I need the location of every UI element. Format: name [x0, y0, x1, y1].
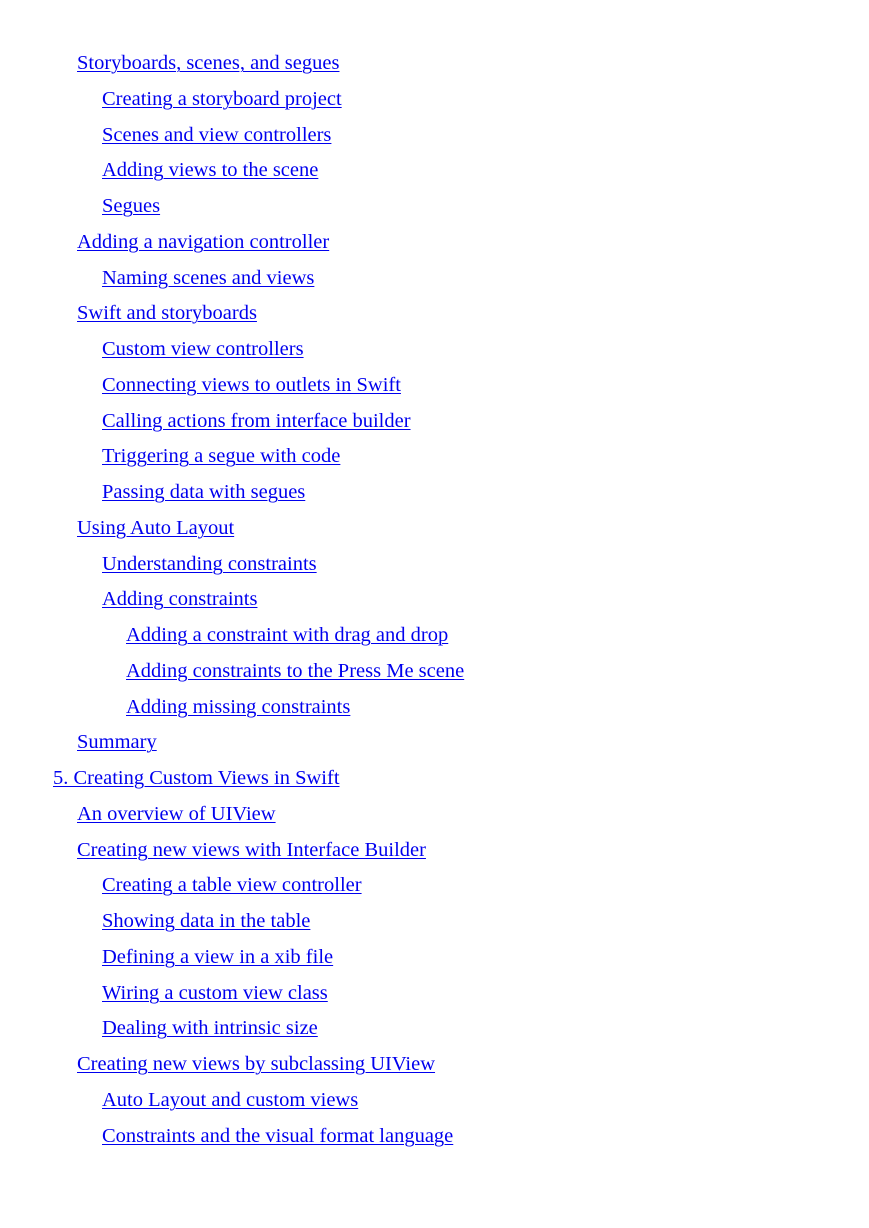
- toc-item: [0, 297, 464, 333]
- toc-link-creating-storyboard-project[interactable]: Creating a storyboard project: [102, 87, 342, 110]
- toc-item: [0, 1048, 464, 1084]
- toc-item: [0, 726, 464, 762]
- toc-link-adding-constraints[interactable]: Adding constraints: [102, 588, 258, 611]
- toc-item: [0, 369, 464, 405]
- toc-link-auto-layout-custom-views[interactable]: Auto Layout and custom views: [102, 1088, 359, 1111]
- toc-link-constraint-drag-drop[interactable]: Adding a constraint with drag and drop: [126, 624, 449, 646]
- toc-item: [0, 333, 464, 369]
- toc-item: [0, 226, 464, 262]
- toc-item: [0, 691, 464, 727]
- toc-link-wiring-custom-view[interactable]: Wiring a custom view class: [102, 981, 328, 1004]
- toc-item: [0, 548, 464, 584]
- toc-item: [0, 119, 464, 155]
- toc-item: [0, 905, 464, 941]
- toc-link-view-xib-file[interactable]: Defining a view in a xib file: [102, 945, 334, 968]
- toc-link-scenes-view-controllers[interactable]: Scenes and view controllers: [102, 123, 332, 146]
- toc-link-swift-storyboards[interactable]: Swift and storyboards: [77, 302, 257, 325]
- toc-link-adding-navigation-controller[interactable]: Adding a navigation controller: [77, 230, 330, 253]
- toc-item: [0, 154, 464, 190]
- toc-link-connecting-views-outlets[interactable]: Connecting views to outlets in Swift: [102, 373, 401, 396]
- toc-item: [0, 512, 464, 548]
- toc-item: [0, 190, 464, 226]
- toc-item: [0, 869, 464, 905]
- toc-item: [0, 1012, 464, 1048]
- toc-item: [0, 1120, 464, 1156]
- toc-link-table-view-controller[interactable]: Creating a table view controller: [102, 874, 362, 897]
- toc-link-using-auto-layout[interactable]: Using Auto Layout: [77, 516, 235, 539]
- toc-item: [0, 762, 464, 798]
- toc-link-segues[interactable]: Segues: [102, 195, 161, 217]
- toc-link-overview-uiview[interactable]: An overview of UIView: [77, 802, 276, 825]
- toc-link-missing-constraints[interactable]: Adding missing constraints: [126, 695, 351, 718]
- toc-link-showing-data-table[interactable]: Showing data in the table: [102, 910, 311, 932]
- toc-link-new-views-interface-builder[interactable]: Creating new views with Interface Builder: [77, 838, 426, 861]
- toc-item: [0, 1084, 464, 1120]
- toc-item: [0, 405, 464, 441]
- toc-link-chapter-5[interactable]: 5. Creating Custom Views in Swift: [53, 767, 340, 789]
- toc-item: [0, 83, 464, 119]
- toc-item: [0, 440, 464, 476]
- toc-link-triggering-segue[interactable]: Triggering a segue with code: [102, 445, 341, 468]
- toc-link-intrinsic-size[interactable]: Dealing with intrinsic size: [102, 1017, 318, 1040]
- toc-link-constraints-press-me[interactable]: Adding constraints to the Press Me scene: [126, 659, 465, 682]
- toc-item: [0, 583, 464, 619]
- toc-link-subclassing-uiview[interactable]: Creating new views by subclassing UIView: [77, 1053, 436, 1075]
- toc-item: [0, 619, 464, 655]
- toc-link-understanding-constraints[interactable]: Understanding constraints: [102, 552, 317, 575]
- toc-link-custom-view-controllers[interactable]: Custom view controllers: [102, 338, 304, 360]
- toc-item: [0, 262, 464, 298]
- toc-item: [0, 977, 464, 1013]
- toc-link-adding-views-scene[interactable]: Adding views to the scene: [102, 159, 319, 182]
- toc-link-storyboards-scenes-segues[interactable]: Storyboards, scenes, and segues: [77, 52, 340, 74]
- table-of-contents: [0, 47, 464, 1155]
- toc-link-visual-format-language[interactable]: Constraints and the visual format language: [102, 1124, 454, 1147]
- toc-link-passing-data-segues[interactable]: Passing data with segues: [102, 481, 306, 503]
- toc-link-calling-actions[interactable]: Calling actions from interface builder: [102, 409, 411, 432]
- toc-item: [0, 798, 464, 834]
- toc-link-summary[interactable]: Summary: [77, 731, 157, 754]
- toc-item: [0, 834, 464, 870]
- toc-link-naming-scenes-views[interactable]: Naming scenes and views: [102, 266, 315, 289]
- toc-item: [0, 476, 464, 512]
- toc-item: [0, 47, 464, 83]
- toc-item: [0, 941, 464, 977]
- toc-item: [0, 655, 464, 691]
